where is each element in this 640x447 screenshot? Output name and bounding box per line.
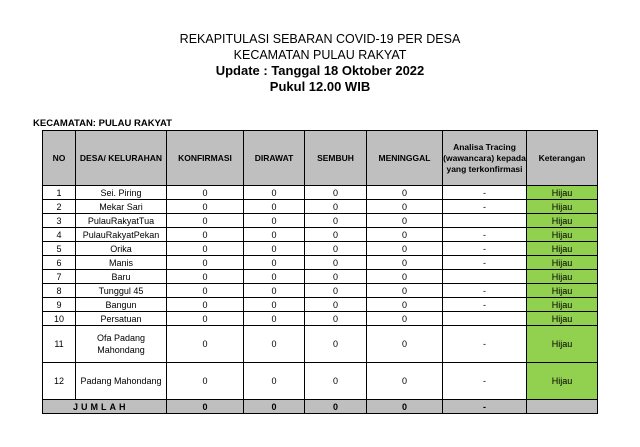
table-row bbox=[43, 326, 598, 363]
cell-keterangan: Hijau bbox=[527, 284, 598, 298]
cell-desa: Bangun bbox=[76, 298, 167, 312]
table-header-row bbox=[43, 131, 598, 186]
cell-keterangan: Hijau bbox=[527, 312, 598, 326]
cell-konfirmasi: 0 bbox=[167, 242, 244, 256]
cell-sembuh: 0 bbox=[305, 326, 367, 363]
cell-meninggal: 0 bbox=[367, 298, 443, 312]
cell-sembuh: 0 bbox=[305, 256, 367, 270]
col-meninggal-header: MENINGGAL bbox=[367, 131, 443, 186]
cell-no: 10 bbox=[43, 312, 76, 326]
cell-konfirmasi: 0 bbox=[167, 228, 244, 242]
cell-no: 4 bbox=[43, 228, 76, 242]
col-keterangan-header: Keterangan bbox=[527, 131, 598, 186]
total-dirawat: 0 bbox=[244, 400, 305, 414]
cell-sembuh: 0 bbox=[305, 363, 367, 400]
table-row bbox=[43, 186, 598, 200]
table-row bbox=[43, 363, 598, 400]
update-time: Pukul 12.00 WIB bbox=[269, 79, 371, 94]
cell-konfirmasi: 0 bbox=[167, 200, 244, 214]
table-row bbox=[43, 200, 598, 214]
cell-tracing: - bbox=[443, 256, 527, 270]
cell-tracing bbox=[443, 270, 527, 284]
table-row bbox=[43, 284, 598, 298]
cell-konfirmasi: 0 bbox=[167, 214, 244, 228]
kecamatan-label: KECAMATAN: PULAU RAKYAT bbox=[33, 118, 172, 129]
cell-meninggal: 0 bbox=[367, 186, 443, 200]
cell-sembuh: 0 bbox=[305, 270, 367, 284]
cell-desa: Mekar Sari bbox=[76, 200, 167, 214]
cell-desa: Manis bbox=[76, 256, 167, 270]
cell-sembuh: 0 bbox=[305, 284, 367, 298]
cell-meninggal: 0 bbox=[367, 284, 443, 298]
total-keterangan bbox=[527, 400, 598, 414]
col-desa-header: DESA/ KELURAHAN bbox=[76, 131, 167, 186]
cell-konfirmasi: 0 bbox=[167, 256, 244, 270]
cell-dirawat: 0 bbox=[244, 312, 305, 326]
covid-recap-table bbox=[42, 130, 598, 414]
cell-tracing: - bbox=[443, 228, 527, 242]
cell-sembuh: 0 bbox=[305, 214, 367, 228]
table-row bbox=[43, 270, 598, 284]
cell-meninggal: 0 bbox=[367, 326, 443, 363]
cell-tracing: - bbox=[443, 186, 527, 200]
cell-sembuh: 0 bbox=[305, 200, 367, 214]
cell-keterangan: Hijau bbox=[527, 228, 598, 242]
cell-tracing: - bbox=[443, 363, 527, 400]
col-tracing-header: Analisa Tracing (wawancara) kepada yang terkonfirmasi bbox=[443, 131, 527, 186]
cell-konfirmasi: 0 bbox=[167, 298, 244, 312]
cell-meninggal: 0 bbox=[367, 200, 443, 214]
cell-meninggal: 0 bbox=[367, 312, 443, 326]
cell-no: 7 bbox=[43, 270, 76, 284]
total-konfirmasi: 0 bbox=[167, 400, 244, 414]
cell-dirawat: 0 bbox=[244, 200, 305, 214]
total-sembuh: 0 bbox=[305, 400, 367, 414]
cell-dirawat: 0 bbox=[244, 270, 305, 284]
cell-tracing: - bbox=[443, 326, 527, 363]
cell-keterangan: Hijau bbox=[527, 298, 598, 312]
cell-konfirmasi: 0 bbox=[167, 363, 244, 400]
cell-sembuh: 0 bbox=[305, 228, 367, 242]
cell-meninggal: 0 bbox=[367, 270, 443, 284]
cell-dirawat: 0 bbox=[244, 214, 305, 228]
cell-no: 6 bbox=[43, 256, 76, 270]
cell-meninggal: 0 bbox=[367, 363, 443, 400]
cell-no: 9 bbox=[43, 298, 76, 312]
cell-meninggal: 0 bbox=[367, 214, 443, 228]
cell-keterangan: Hijau bbox=[527, 186, 598, 200]
cell-desa: Ofa Padang Mahondang bbox=[76, 326, 167, 363]
cell-meninggal: 0 bbox=[367, 242, 443, 256]
cell-desa: Padang Mahondang bbox=[76, 363, 167, 400]
table-row bbox=[43, 298, 598, 312]
cell-dirawat: 0 bbox=[244, 186, 305, 200]
cell-konfirmasi: 0 bbox=[167, 284, 244, 298]
cell-desa: Tunggul 45 bbox=[76, 284, 167, 298]
cell-tracing: - bbox=[443, 200, 527, 214]
cell-dirawat: 0 bbox=[244, 284, 305, 298]
cell-tracing bbox=[443, 214, 527, 228]
cell-dirawat: 0 bbox=[244, 242, 305, 256]
cell-tracing bbox=[443, 312, 527, 326]
cell-tracing: - bbox=[443, 284, 527, 298]
cell-no: 5 bbox=[43, 242, 76, 256]
cell-keterangan: Hijau bbox=[527, 214, 598, 228]
report-header bbox=[0, 31, 640, 95]
cell-no: 3 bbox=[43, 214, 76, 228]
cell-sembuh: 0 bbox=[305, 312, 367, 326]
cell-meninggal: 0 bbox=[367, 256, 443, 270]
cell-tracing: - bbox=[443, 298, 527, 312]
cell-dirawat: 0 bbox=[244, 326, 305, 363]
cell-sembuh: 0 bbox=[305, 186, 367, 200]
cell-dirawat: 0 bbox=[244, 298, 305, 312]
cell-konfirmasi: 0 bbox=[167, 270, 244, 284]
cell-no: 11 bbox=[43, 326, 76, 363]
cell-desa: Sei. Piring bbox=[76, 186, 167, 200]
cell-dirawat: 0 bbox=[244, 228, 305, 242]
cell-no: 8 bbox=[43, 284, 76, 298]
col-dirawat-header: DIRAWAT bbox=[244, 131, 305, 186]
total-label: JUMLAH bbox=[43, 400, 167, 414]
table-row bbox=[43, 214, 598, 228]
cell-tracing: - bbox=[443, 242, 527, 256]
cell-konfirmasi: 0 bbox=[167, 186, 244, 200]
total-tracing: - bbox=[443, 400, 527, 414]
cell-keterangan: Hijau bbox=[527, 256, 598, 270]
update-date: Update : Tanggal 18 Oktober 2022 bbox=[215, 63, 425, 78]
col-sembuh-header: SEMBUH bbox=[305, 131, 367, 186]
col-no-header: NO bbox=[43, 131, 76, 186]
total-meninggal: 0 bbox=[367, 400, 443, 414]
cell-dirawat: 0 bbox=[244, 363, 305, 400]
cell-keterangan: Hijau bbox=[527, 326, 598, 363]
table-row bbox=[43, 256, 598, 270]
col-konfirmasi-header: KONFIRMASI bbox=[167, 131, 244, 186]
cell-desa: Persatuan bbox=[76, 312, 167, 326]
table-row bbox=[43, 228, 598, 242]
cell-desa: Baru bbox=[76, 270, 167, 284]
cell-meninggal: 0 bbox=[367, 228, 443, 242]
report-subtitle: KECAMATAN PULAU RAKYAT bbox=[233, 48, 407, 62]
cell-keterangan: Hijau bbox=[527, 242, 598, 256]
table-row bbox=[43, 312, 598, 326]
cell-desa: Orika bbox=[76, 242, 167, 256]
cell-keterangan: Hijau bbox=[527, 270, 598, 284]
report-title: REKAPITULASI SEBARAN COVID-19 PER DESA bbox=[179, 32, 461, 46]
cell-sembuh: 0 bbox=[305, 242, 367, 256]
cell-sembuh: 0 bbox=[305, 298, 367, 312]
table-row bbox=[43, 242, 598, 256]
cell-keterangan: Hijau bbox=[527, 200, 598, 214]
cell-no: 2 bbox=[43, 200, 76, 214]
cell-konfirmasi: 0 bbox=[167, 326, 244, 363]
cell-no: 12 bbox=[43, 363, 76, 400]
total-row bbox=[43, 400, 598, 414]
cell-keterangan: Hijau bbox=[527, 363, 598, 400]
cell-konfirmasi: 0 bbox=[167, 312, 244, 326]
cell-no: 1 bbox=[43, 186, 76, 200]
cell-desa: PulauRakyatPekan bbox=[76, 228, 167, 242]
cell-desa: PulauRakyatTua bbox=[76, 214, 167, 228]
cell-dirawat: 0 bbox=[244, 256, 305, 270]
